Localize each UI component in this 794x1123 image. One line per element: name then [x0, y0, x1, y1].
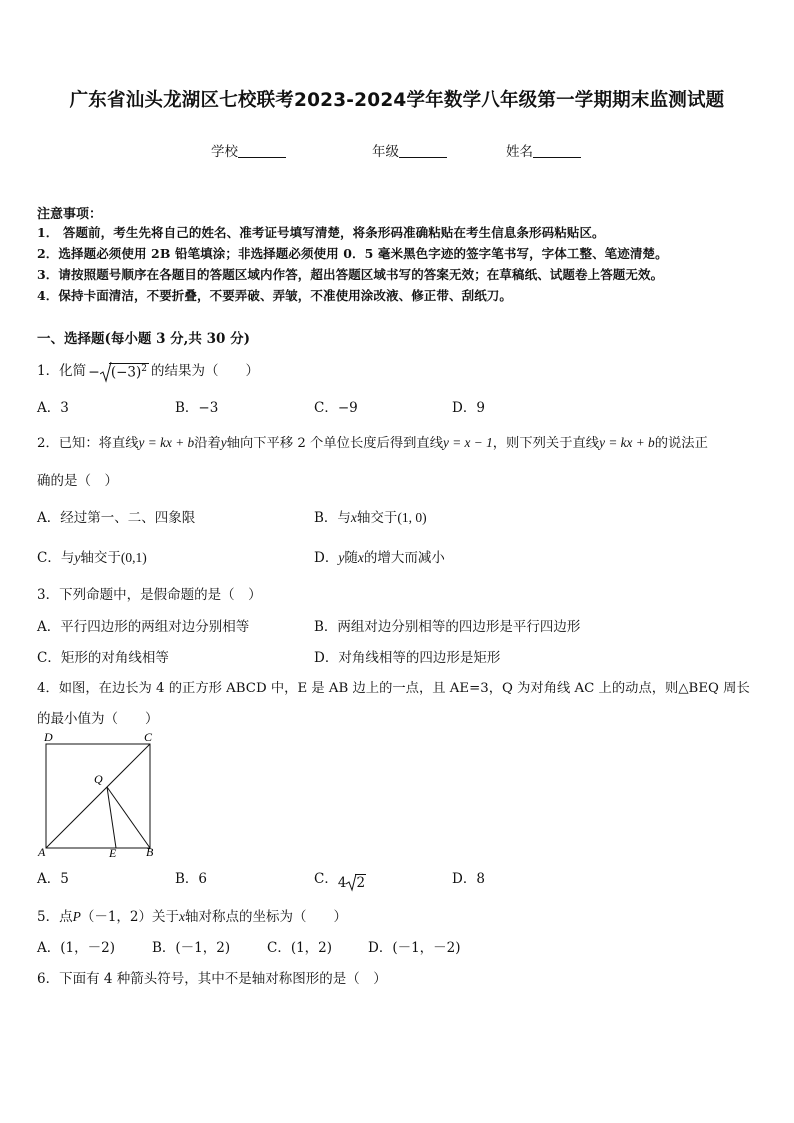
note-item: 1． 答题前，考生先将自己的姓名、准考证号填写清楚，将条形码准确粘贴在考生信息条形码粘贴区。 — [37, 225, 605, 240]
q5-option-d: D．(－1，－2) — [368, 940, 461, 956]
opt-text: 轴交于 — [356, 510, 398, 526]
q4-option-b: B．6 — [175, 871, 208, 887]
question-5 — [37, 905, 347, 925]
q4-option-d: D．8 — [452, 871, 485, 887]
opt-expr: x — [357, 550, 364, 565]
school-blank — [238, 143, 286, 158]
q3-option-a: A．平行四边形的两组对边分别相等 — [37, 619, 250, 635]
q2-text: 2．已知：将直线 — [37, 436, 139, 451]
page-title: 广东省汕头龙湖区七校联考2023-2024学年数学八年级第一学期期末监测试题 — [69, 90, 725, 111]
q5-expr: x — [179, 909, 186, 924]
opt-text: C．与 — [37, 550, 75, 566]
q2-option-d — [314, 546, 445, 566]
q2-text: 的说法正 — [654, 436, 708, 451]
q5-expr: P — [72, 909, 81, 924]
section-heading: 一、选择题(每小题 3 分,共 30 分) — [37, 331, 250, 347]
coefficient: 4 — [337, 875, 347, 891]
notes-heading: 注意事项： — [37, 207, 103, 222]
grade-field — [372, 140, 447, 160]
q2-option-c — [37, 546, 147, 566]
exponent: 2 — [141, 363, 147, 374]
opt-text: D． — [314, 550, 339, 566]
name-field — [506, 140, 581, 160]
q2-text: ，则下列关于直线 — [492, 436, 600, 451]
sqrt-expression: − $(-3)^2$ — [88, 363, 149, 381]
opt-text: B．与 — [314, 510, 351, 526]
q2-expr: y — [220, 435, 227, 450]
radicand: 2 — [356, 875, 366, 891]
q5-option-c: C．(1，2) — [267, 940, 333, 956]
label-b: B — [146, 845, 154, 858]
opt-expr: y — [74, 550, 81, 565]
q1-option-a: A．3 — [37, 400, 69, 416]
radical-sign-icon — [346, 873, 357, 892]
q1-option-c: C．−9 — [314, 400, 358, 416]
note-item: 2．选择题必须使用 2B 铅笔填涂；非选择题必须使用 0．5 毫米黑色字迹的签字笔书写，字体工整、笔迹清楚。 — [37, 246, 668, 261]
opt-text: 的增大而减小 — [363, 550, 445, 566]
school-label: 学校 — [211, 144, 238, 160]
question-2 — [37, 432, 708, 451]
opt-text: 随 — [344, 550, 358, 566]
q1-option-d: D．9 — [452, 400, 485, 416]
radical-sign-icon — [100, 361, 112, 383]
opt-expr: (0,1) — [120, 550, 147, 565]
q1-option-b: B．−3 — [175, 400, 219, 416]
q2-line-2: 确的是（ ） — [37, 473, 118, 489]
label-c: C — [144, 730, 153, 744]
diagonal-ac — [46, 744, 150, 848]
name-label: 姓名 — [506, 144, 533, 160]
note-item: 3．请按照题号顺序在各题目的答题区域内作答，超出答题区域书写的答案无效；在草稿纸、试题卷上答题无效。 — [37, 267, 664, 282]
q2-option-a: A．经过第一、二、四象限 — [37, 510, 196, 526]
q1-stem: 1．化简 — [37, 363, 87, 379]
q4-option-c — [314, 867, 366, 891]
label-e: E — [109, 846, 117, 858]
opt-label: C． — [314, 871, 338, 887]
q3-option-b: B．两组对边分别相等的四边形是平行四边形 — [314, 619, 581, 635]
q5-text: 轴对称点的坐标为（ ） — [185, 909, 348, 925]
q2-text: 轴向下平移 2 个单位长度后得到直线 — [226, 436, 444, 451]
q3-option-c: C．矩形的对角线相等 — [37, 650, 169, 666]
sqrt-expression — [338, 874, 366, 891]
label-q: Q — [94, 772, 103, 786]
label-d: D — [44, 730, 53, 744]
square-figure — [36, 728, 166, 858]
opt-expr: x — [350, 510, 357, 525]
radicand: (−3) — [110, 364, 142, 381]
q5-text: （－1，2）关于 — [80, 909, 180, 925]
question-1 — [37, 359, 259, 380]
q5-text: 5．点 — [37, 909, 73, 925]
q2-option-b — [314, 506, 427, 526]
opt-text: 轴交于 — [80, 550, 121, 566]
grade-blank — [399, 143, 447, 158]
grade-label: 年级 — [372, 144, 399, 160]
segment-qe — [107, 787, 116, 848]
q3-option-d: D．对角线相等的四边形是矩形 — [314, 650, 501, 666]
q4-option-a: A．5 — [37, 871, 69, 887]
q2-expr: y = kx + b — [599, 435, 655, 450]
q5-option-b: B．(－1，2) — [152, 940, 231, 956]
segment-qb — [107, 787, 150, 848]
q2-expr: y = x − 1 — [443, 435, 493, 450]
q5-option-a: A．(1，－2) — [37, 940, 115, 956]
label-a: A — [38, 845, 46, 858]
q2-expr: y = kx + b — [138, 435, 195, 450]
note-item: 4．保持卡面清洁，不要折叠，不要弄破、弄皱，不准使用涂改液、修正带、刮纸刀。 — [37, 288, 512, 303]
question-6: 6．下面有 4 种箭头符号，其中不是轴对称图形的是（ ） — [37, 971, 387, 987]
q1-stem-end: 的结果为（ ） — [151, 363, 259, 379]
opt-expr: y — [338, 550, 345, 565]
school-field — [211, 140, 286, 160]
question-3: 3．下列命题中，是假命题的是（ ） — [37, 587, 262, 603]
q4-line-2: 的最小值为（ ） — [37, 711, 159, 727]
name-blank — [533, 143, 581, 158]
opt-expr: (1, 0) — [397, 510, 427, 525]
question-4: 4．如图，在边长为 4 的正方形 ABCD 中，E 是 AB 边上的一点，且 AE=3，Q 为对角线 AC 上的动点，则△BEQ 周长 — [37, 681, 750, 696]
q2-text: 沿着 — [194, 436, 221, 451]
